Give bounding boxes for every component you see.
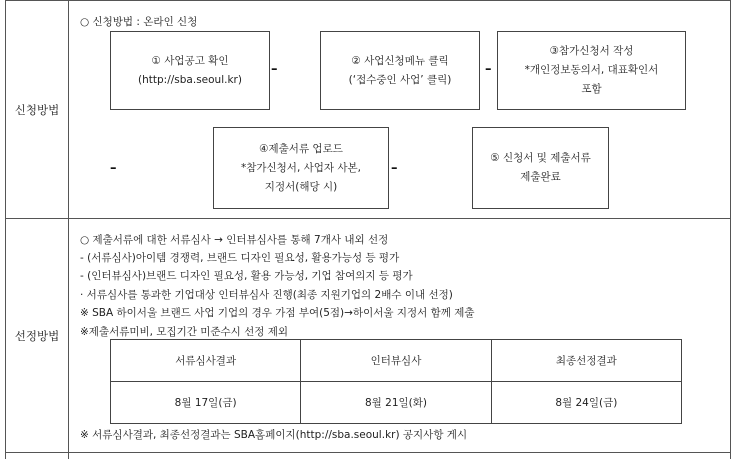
step-4-box (213, 127, 389, 209)
schedule-header-final-result: 최종선정결과 (491, 340, 681, 382)
step-1-title: ① 사업공고 확인 (151, 54, 229, 67)
step-3-detail-cont: 포함 (581, 83, 602, 95)
step-1-link-text: (http://sba.seoul.kr) (138, 73, 242, 86)
step-connector-1: – (271, 62, 278, 77)
selection-line-3: - (인터뷰심사)브랜드 디자인 필요성, 활용 가능성, 기업 참여의지 등 평가 (80, 270, 413, 282)
step-5-box (472, 127, 609, 209)
step-2-box (320, 31, 480, 110)
apply-method-intro: ○ 신청방법 : 온라인 신청 (80, 16, 198, 28)
schedule-date-interview: 8월 21일(화) (301, 382, 491, 424)
schedule-date-final-result: 8월 24일(금) (491, 382, 681, 424)
step-3-title: ③참가신청서 작성 (549, 45, 634, 57)
step-4-title: ④제출서류 업로드 (259, 142, 343, 155)
schedule-date-document-result: 8월 17일(금) (111, 382, 301, 424)
selection-line-5: ※ SBA 하이서울 브랜드 사업 기업의 경우 가점 부여(5점)→하이서울 지정서 함께 제출 (80, 307, 475, 319)
schedule-header-row (111, 340, 682, 382)
table-column-divider (68, 0, 69, 459)
step-connector-4: – (391, 161, 398, 176)
step-connector-2: – (485, 62, 492, 77)
step-5-title: ⑤ 신청서 및 제출서류 (490, 152, 591, 164)
selection-line-2: - (서류심사)아이템 경쟁력, 브랜드 디자인 필요성, 활용가능성 등 평가 (80, 252, 400, 264)
selection-announcement-note: ※ 서류심사결과, 최종선정결과는 SBA홈페이지(http://sba.seoul.kr) 공지사항 게시 (80, 429, 468, 441)
step-3-box (497, 31, 686, 110)
table-top-border (5, 0, 731, 1)
schedule-header-document-result: 서류심사결과 (111, 340, 301, 382)
step-4-detail-cont: 지정서(해당 시) (264, 180, 338, 193)
step-3-detail: *개인정보동의서, 대표확인서 (524, 64, 659, 76)
schedule-date-row (111, 382, 682, 424)
step-connector-3: – (110, 161, 117, 176)
selection-line-6: ※제출서류미비, 모집기간 미준수시 선정 제외 (80, 326, 289, 338)
selection-method-label: 선정방법 (14, 328, 60, 343)
step-1-box (110, 31, 270, 110)
schedule-header-interview: 인터뷰심사 (301, 340, 491, 382)
table-row-divider (5, 218, 731, 219)
schedule-table (110, 339, 682, 424)
selection-line-4: · 서류심사를 통과한 기업대상 인터뷰심사 진행(최종 지원기업의 2배수 이내 선정) (80, 289, 453, 301)
apply-method-label: 신청방법 (14, 102, 60, 117)
step-4-detail: *참가신청서, 사업자 사본, (240, 161, 362, 174)
step-2-detail: (‘접수중인 사업’ 클릭) (348, 73, 452, 86)
selection-line-1: ○ 제출서류에 대한 서류심사 → 인터뷰심사를 통해 7개사 내외 선정 (80, 234, 389, 246)
step-5-detail: 제출완료 (520, 171, 561, 183)
table-right-border (730, 0, 731, 459)
step-2-title: ② 사업신청메뉴 클릭 (351, 54, 449, 67)
table-bottom-border (5, 452, 731, 453)
